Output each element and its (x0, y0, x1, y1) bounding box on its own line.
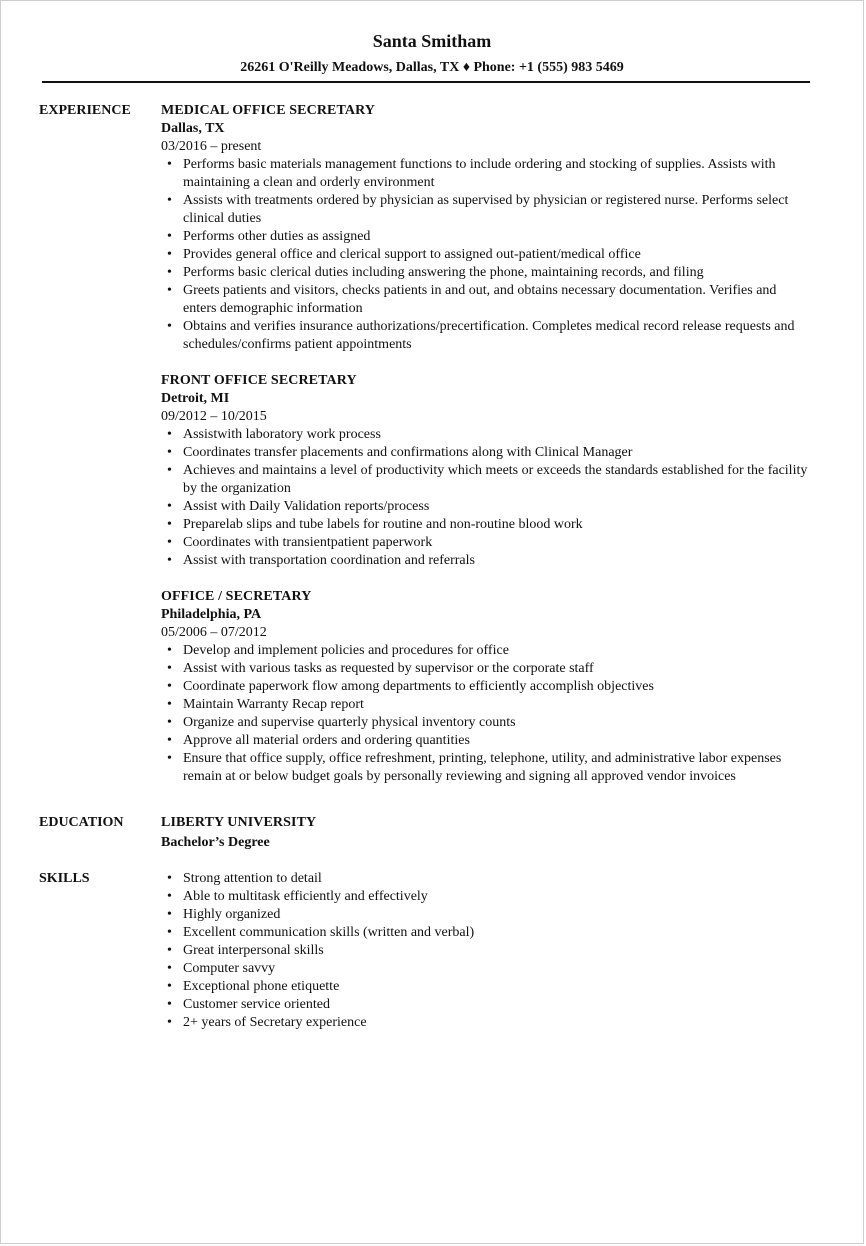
contact-line: 26261 O'Reilly Meadows, Dallas, TX ♦ Phone: +1 (555) 983 5469 (240, 60, 624, 75)
job-duties-list (161, 156, 811, 354)
candidate-name: Santa Smitham (372, 31, 492, 51)
school-name: LIBERTY UNIVERSITY (161, 815, 317, 830)
job-dates: 09/2012 – 10/2015 (161, 409, 267, 424)
job-entry (161, 588, 811, 786)
duty-item: • Obtains and verifies insurance authorizations/precertification. Completes medical record release requests and schedules/confirms patient appointments (183, 318, 811, 354)
job-location: Detroit, MI (161, 391, 230, 406)
resume-header (1, 1, 863, 77)
skill-item: • 2+ years of Secretary experience (183, 1014, 811, 1032)
job-entry (161, 372, 811, 570)
duty-item: • Assists with treatments ordered by physician as supervised by physician or registered nurse. Performs select clinical duties (183, 192, 811, 228)
section-label-skills: SKILLS (39, 871, 90, 886)
section-label-experience: EXPERIENCE (39, 103, 131, 118)
duty-item: • Greets patients and visitors, checks patients in and out, and obtains necessary documentation. Verifies and enters demographic information (183, 282, 811, 318)
duty-item: • Provides general office and clerical support to assigned out-patient/medical office (183, 246, 811, 264)
duty-item: • Develop and implement policies and procedures for office (183, 642, 811, 660)
duty-item: • Assist with Daily Validation reports/process (183, 498, 811, 516)
job-location: Dallas, TX (161, 121, 225, 136)
job-dates: 03/2016 – present (161, 139, 262, 154)
duty-item: • Performs basic materials management functions to include ordering and stocking of supplies. Assists with maintaining a clean and orderly environment (183, 156, 811, 192)
skills-list (161, 870, 811, 1032)
duty-item: • Preparelab slips and tube labels for routine and non-routine blood work (183, 516, 811, 534)
duty-item: • Assist with transportation coordination and referrals (183, 552, 811, 570)
duty-item: • Maintain Warranty Recap report (183, 696, 811, 714)
education-body (161, 814, 811, 852)
duty-item: • Coordinate paperwork flow among departments to efficiently accomplish objectives (183, 678, 811, 696)
job-location: Philadelphia, PA (161, 607, 262, 622)
job-title: FRONT OFFICE SECRETARY (161, 373, 357, 388)
job-title: OFFICE / SECRETARY (161, 589, 312, 604)
skill-item: • Strong attention to detail (183, 870, 811, 888)
duty-item: • Performs basic clerical duties including answering the phone, maintaining records, and filing (183, 264, 811, 282)
skills-body (161, 870, 811, 1032)
skill-item: • Customer service oriented (183, 996, 811, 1014)
job-entry (161, 102, 811, 354)
job-dates: 05/2006 – 07/2012 (161, 625, 267, 640)
skill-item: • Exceptional phone etiquette (183, 978, 811, 996)
section-label-education: EDUCATION (39, 815, 124, 830)
duty-item: • Coordinates with transientpatient paperwork (183, 534, 811, 552)
skill-item: • Great interpersonal skills (183, 942, 811, 960)
skill-item: • Excellent communication skills (written and verbal) (183, 924, 811, 942)
skill-item: • Computer savvy (183, 960, 811, 978)
skill-item: • Able to multitask efficiently and effectively (183, 888, 811, 906)
duty-item: • Performs other duties as assigned (183, 228, 811, 246)
duty-item: • Coordinates transfer placements and confirmations along with Clinical Manager (183, 444, 811, 462)
skill-item: • Highly organized (183, 906, 811, 924)
header-divider (42, 81, 810, 83)
job-duties-list (161, 426, 811, 570)
job-duties-list (161, 642, 811, 786)
skills-section (1, 870, 863, 1032)
duty-item: • Approve all material orders and ordering quantities (183, 732, 811, 750)
duty-item: • Assist with various tasks as requested by supervisor or the corporate staff (183, 660, 811, 678)
duty-item: • Assistwith laboratory work process (183, 426, 811, 444)
duty-item: • Achieves and maintains a level of productivity which meets or exceeds the standards established for the facility by the organization (183, 462, 811, 498)
job-title: MEDICAL OFFICE SECRETARY (161, 103, 376, 118)
experience-body (161, 102, 811, 786)
duty-item: • Ensure that office supply, office refreshment, printing, telephone, utility, and administrative labor expenses remain at or below budget goals by personally reviewing and signing all approved vendor invoices (183, 750, 811, 786)
degree-name: Bachelor’s Degree (161, 835, 270, 850)
duty-item: • Organize and supervise quarterly physical inventory counts (183, 714, 811, 732)
experience-section (1, 102, 863, 786)
education-section (1, 814, 863, 852)
